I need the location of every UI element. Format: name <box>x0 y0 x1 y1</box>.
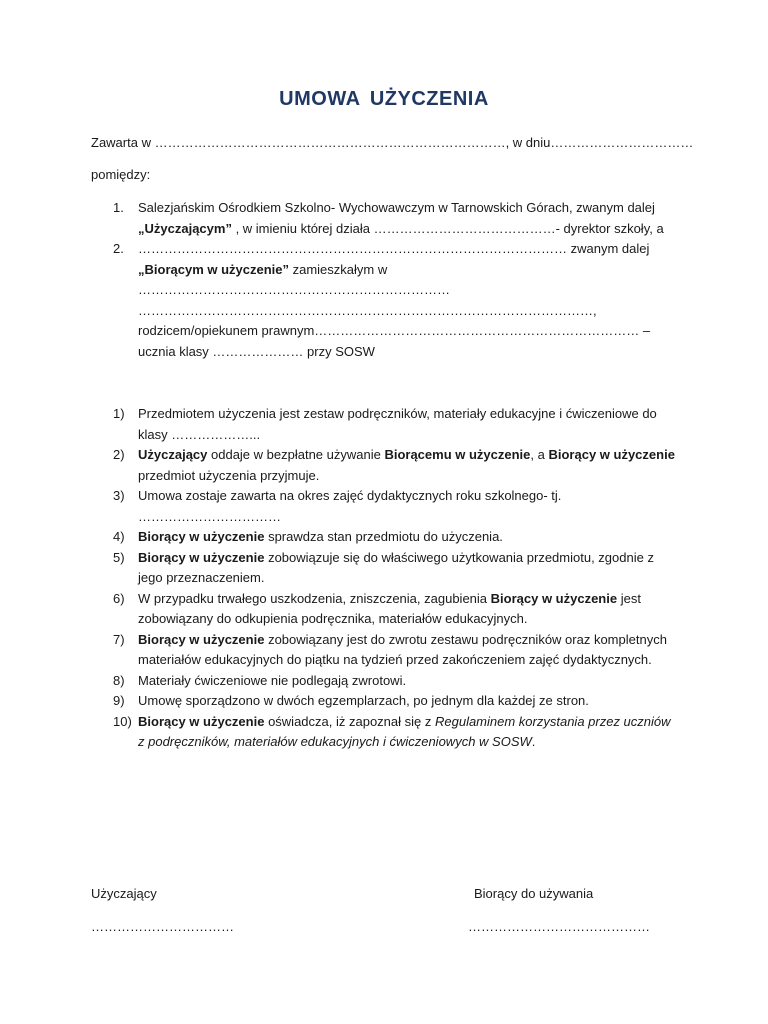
party-text: zamieszkałym w ……………………………………………………………… ……………………………………………………………………………………………, rodzicem/opiekunem prawnym………………………………………………………………… – ucznia klasy ………………… przy SOSW <box>138 261 651 359</box>
terms-list <box>91 404 676 753</box>
term-text: Materiały ćwiczeniowe nie podlegają zwrotowi. <box>138 672 407 688</box>
between-label: pomiędzy: <box>91 167 151 182</box>
term-emphasis: Biorący w użyczenie <box>138 631 265 647</box>
term-number: 1) <box>113 406 125 421</box>
term-text: . <box>531 734 536 749</box>
party-item <box>91 198 671 239</box>
term-number: 9) <box>113 693 125 708</box>
term-text: przedmiot użyczenia przyjmuje. <box>138 467 320 483</box>
term-text: oświadcza, iż zapoznał się z <box>264 713 435 729</box>
term-item <box>91 527 676 548</box>
term-text: , a <box>530 447 549 462</box>
term-number: 2) <box>113 447 125 462</box>
term-text: zobowiązuje się do właściwego użytkowania przedmiotu, zgodnie z jego przeznaczeniem. <box>138 549 654 585</box>
term-number: 5) <box>113 549 125 565</box>
term-emphasis: Biorący w użyczenie <box>138 549 265 565</box>
term-emphasis: Użyczający <box>138 447 208 462</box>
term-text: Przedmiotem użyczenia jest zestaw podręczników, materiały edukacyjne i ćwiczeniowe do klasy ………………... <box>138 406 657 442</box>
lender-signature-label: Użyczający <box>91 886 157 901</box>
term-text: oddaje w bezpłatne używanie <box>207 447 385 462</box>
term-item <box>91 589 676 630</box>
term-item <box>91 630 676 671</box>
term-number: 6) <box>113 590 125 606</box>
term-item <box>91 404 676 445</box>
borrower-signature-line: …………………………………… <box>468 919 650 934</box>
term-number: 10) <box>113 713 132 729</box>
term-text: sprawdza stan przedmiotu do użyczenia. <box>264 529 503 544</box>
term-emphasis: Biorący w użyczenie <box>548 447 675 462</box>
party-role: „Użyczającym” <box>138 220 232 236</box>
term-text: zobowiązany jest do zwrotu zestawu podręczników oraz kompletnych materiałów edukacyjnych do piątku na tydzień przed zakończeniem zajęć dydaktycznych. <box>138 631 667 667</box>
term-text: jest zobowiązany do odkupienia podręcznika, materiałów edukacyjnych. <box>138 590 641 626</box>
party-number: 1. <box>113 200 124 215</box>
party-text: ……………………………………………………………………………………… zwanym dalej <box>138 241 650 256</box>
term-item <box>91 445 676 486</box>
term-emphasis: Biorący w użyczenie <box>490 590 618 606</box>
party-text: Salezjańskim Ośrodkiem Szkolno- Wychowawczym w Tarnowskich Górach, zwanym dalej <box>138 200 655 215</box>
term-emphasis: Biorącemu w użyczenie <box>384 447 531 462</box>
document-title: UMOWA UŻYCZENIA <box>279 88 489 110</box>
contract-place-date-line: Zawarta w ………………………………………………………………………, w dniu…………………………… <box>91 135 694 150</box>
term-number: 8) <box>113 672 125 688</box>
term-emphasis: Biorący w użyczenie <box>138 713 265 729</box>
term-number: 3) <box>113 488 125 503</box>
term-emphasis: Biorący w użyczenie <box>138 529 265 544</box>
term-item <box>91 548 676 589</box>
term-item <box>91 712 676 753</box>
party-role: „Biorącym w użyczenie” <box>138 261 289 277</box>
term-item <box>91 671 676 692</box>
term-number: 7) <box>113 631 125 647</box>
term-item <box>91 486 676 527</box>
term-number: 4) <box>113 529 125 544</box>
borrower-signature-label: Biorący do używania <box>474 886 594 901</box>
lender-signature-line: …………………………… <box>91 919 234 934</box>
term-text: Umowę sporządzono w dwóch egzemplarzach, po jednym dla każdej ze stron. <box>138 693 589 708</box>
party-item <box>91 239 671 362</box>
parties-list <box>91 198 671 362</box>
party-number: 2. <box>113 241 124 256</box>
term-text: Umowa zostaje zawarta na okres zajęć dydaktycznych roku szkolnego- tj. …………………………… <box>138 488 562 524</box>
party-text: , w imieniu której działa ……………………………………- dyrektor szkoły, a <box>231 220 664 236</box>
term-italic: Regulaminem korzystania przez uczniów z podręczników, materiałów edukacyjnych i ćwiczeniowych w SOSW <box>138 713 671 749</box>
term-item <box>91 691 676 712</box>
term-text: W przypadku trwałego uszkodzenia, zniszczenia, zagubienia <box>138 590 491 606</box>
